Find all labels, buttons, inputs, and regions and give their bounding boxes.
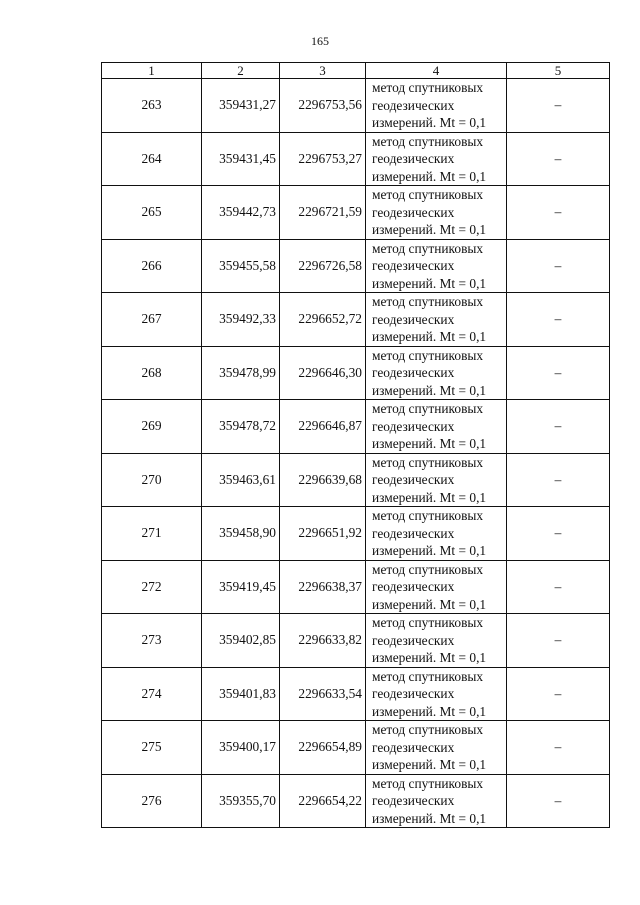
column-header: 5 xyxy=(507,63,610,79)
method-line: измерений. Mt = 0,1 xyxy=(372,703,487,719)
method-line: геодезических xyxy=(372,793,455,808)
x-coordinate-cell: 359492,33 xyxy=(202,293,280,347)
method-line: метод спутниковых xyxy=(372,722,484,737)
column-header: 2 xyxy=(202,63,280,79)
point-number-cell: 266 xyxy=(102,239,202,293)
x-coordinate-cell: 359431,27 xyxy=(202,79,280,133)
method-line: геодезических xyxy=(372,472,455,487)
column-header: 1 xyxy=(102,63,202,79)
method-cell xyxy=(366,560,507,614)
x-coordinate-cell: 359419,45 xyxy=(202,560,280,614)
table-row xyxy=(102,293,610,347)
note-cell: – xyxy=(507,667,610,721)
x-coordinate-cell: 359402,85 xyxy=(202,614,280,668)
method-line: геодезических xyxy=(372,258,455,273)
method-line: измерений. Mt = 0,1 xyxy=(372,489,487,505)
note-cell: – xyxy=(507,560,610,614)
method-line: геодезических xyxy=(372,525,455,541)
x-coordinate-cell: 359458,90 xyxy=(202,507,280,561)
x-coordinate-cell: 359463,61 xyxy=(202,453,280,507)
y-coordinate-cell: 2296639,68 xyxy=(280,453,366,507)
note-cell: – xyxy=(507,614,610,668)
method-line: метод спутниковых xyxy=(372,775,484,791)
method-line: измерений. Mt = 0,1 xyxy=(372,222,487,237)
point-number-cell: 263 xyxy=(102,79,202,133)
x-coordinate-cell: 359442,73 xyxy=(202,186,280,240)
method-cell xyxy=(366,507,507,561)
method-cell xyxy=(366,239,507,293)
y-coordinate-cell: 2296753,27 xyxy=(280,132,366,186)
method-line: геодезических xyxy=(372,686,455,701)
method-line: измерений. Mt = 0,1 xyxy=(372,650,487,665)
coordinates-table xyxy=(101,62,610,828)
method-cell xyxy=(366,614,507,668)
y-coordinate-cell: 2296753,56 xyxy=(280,79,366,133)
note-cell: – xyxy=(507,721,610,775)
method-line: измерений. Mt = 0,1 xyxy=(372,436,487,451)
method-cell xyxy=(366,774,507,828)
method-cell xyxy=(366,721,507,775)
column-header: 3 xyxy=(280,63,366,79)
method-line: метод спутниковых xyxy=(372,347,484,363)
note-cell: – xyxy=(507,132,610,186)
table-row xyxy=(102,507,610,561)
method-line: измерений. Mt = 0,1 xyxy=(372,275,487,291)
method-line: метод спутниковых xyxy=(372,454,484,470)
method-line: измерений. Mt = 0,1 xyxy=(372,115,487,130)
x-coordinate-cell: 359431,45 xyxy=(202,132,280,186)
x-coordinate-cell: 359478,72 xyxy=(202,400,280,454)
note-cell: – xyxy=(507,774,610,828)
point-number-cell: 269 xyxy=(102,400,202,454)
y-coordinate-cell: 2296652,72 xyxy=(280,293,366,347)
method-line: измерений. Mt = 0,1 xyxy=(372,329,487,344)
table-row xyxy=(102,667,610,721)
y-coordinate-cell: 2296633,82 xyxy=(280,614,366,668)
point-number-cell: 273 xyxy=(102,614,202,668)
method-line: измерений. Mt = 0,1 xyxy=(372,810,487,826)
method-cell xyxy=(366,346,507,400)
note-cell: – xyxy=(507,293,610,347)
table-row xyxy=(102,186,610,240)
x-coordinate-cell: 359455,58 xyxy=(202,239,280,293)
point-number-cell: 270 xyxy=(102,453,202,507)
method-line: метод спутниковых xyxy=(372,401,484,416)
point-number-cell: 265 xyxy=(102,186,202,240)
y-coordinate-cell: 2296651,92 xyxy=(280,507,366,561)
page-number: 165 xyxy=(311,34,329,48)
table-row xyxy=(102,614,610,668)
method-cell xyxy=(366,186,507,240)
table-row xyxy=(102,346,610,400)
table-row xyxy=(102,79,610,133)
point-number-cell: 272 xyxy=(102,560,202,614)
y-coordinate-cell: 2296654,22 xyxy=(280,774,366,828)
table-row xyxy=(102,453,610,507)
method-cell xyxy=(366,667,507,721)
method-line: геодезических xyxy=(372,151,455,166)
method-line: метод спутниковых xyxy=(372,508,484,523)
table-header-row xyxy=(102,63,610,79)
note-cell: – xyxy=(507,453,610,507)
table-row xyxy=(102,239,610,293)
note-cell: – xyxy=(507,79,610,133)
method-line: метод спутниковых xyxy=(372,668,484,684)
y-coordinate-cell: 2296633,54 xyxy=(280,667,366,721)
note-cell: – xyxy=(507,346,610,400)
table-row xyxy=(102,132,610,186)
point-number-cell: 275 xyxy=(102,721,202,775)
method-line: измерений. Mt = 0,1 xyxy=(372,596,487,612)
method-line: геодезических xyxy=(372,204,455,220)
method-line: метод спутниковых xyxy=(372,80,484,95)
y-coordinate-cell: 2296726,58 xyxy=(280,239,366,293)
method-line: геодезических xyxy=(372,365,455,380)
table-row xyxy=(102,721,610,775)
method-line: метод спутниковых xyxy=(372,294,484,309)
method-line: измерений. Mt = 0,1 xyxy=(372,757,487,772)
y-coordinate-cell: 2296721,59 xyxy=(280,186,366,240)
point-number-cell: 268 xyxy=(102,346,202,400)
method-line: измерений. Mt = 0,1 xyxy=(372,382,487,398)
point-number-cell: 274 xyxy=(102,667,202,721)
y-coordinate-cell: 2296638,37 xyxy=(280,560,366,614)
method-line: метод спутниковых xyxy=(372,133,484,149)
note-cell: – xyxy=(507,239,610,293)
y-coordinate-cell: 2296646,30 xyxy=(280,346,366,400)
point-number-cell: 267 xyxy=(102,293,202,347)
method-line: метод спутниковых xyxy=(372,615,484,630)
y-coordinate-cell: 2296654,89 xyxy=(280,721,366,775)
method-cell xyxy=(366,79,507,133)
method-line: геодезических xyxy=(372,97,455,113)
x-coordinate-cell: 359400,17 xyxy=(202,721,280,775)
table-row xyxy=(102,560,610,614)
table-row xyxy=(102,400,610,454)
method-cell xyxy=(366,132,507,186)
method-line: геодезических xyxy=(372,739,455,755)
note-cell: – xyxy=(507,507,610,561)
note-cell: – xyxy=(507,400,610,454)
table-row xyxy=(102,774,610,828)
table-body xyxy=(102,79,610,828)
note-cell: – xyxy=(507,186,610,240)
point-number-cell: 264 xyxy=(102,132,202,186)
point-number-cell: 276 xyxy=(102,774,202,828)
method-line: геодезических xyxy=(372,311,455,327)
method-line: геодезических xyxy=(372,418,455,434)
method-line: измерений. Mt = 0,1 xyxy=(372,543,487,558)
method-line: измерений. Mt = 0,1 xyxy=(372,168,487,184)
column-header: 4 xyxy=(366,63,507,79)
point-number-cell: 271 xyxy=(102,507,202,561)
method-line: геодезических xyxy=(372,632,455,648)
method-line: метод спутниковых xyxy=(372,240,484,256)
x-coordinate-cell: 359401,83 xyxy=(202,667,280,721)
method-line: геодезических xyxy=(372,579,455,594)
x-coordinate-cell: 359478,99 xyxy=(202,346,280,400)
method-cell xyxy=(366,453,507,507)
y-coordinate-cell: 2296646,87 xyxy=(280,400,366,454)
method-line: метод спутниковых xyxy=(372,561,484,577)
method-line: метод спутниковых xyxy=(372,187,484,202)
method-cell xyxy=(366,293,507,347)
x-coordinate-cell: 359355,70 xyxy=(202,774,280,828)
method-cell xyxy=(366,400,507,454)
